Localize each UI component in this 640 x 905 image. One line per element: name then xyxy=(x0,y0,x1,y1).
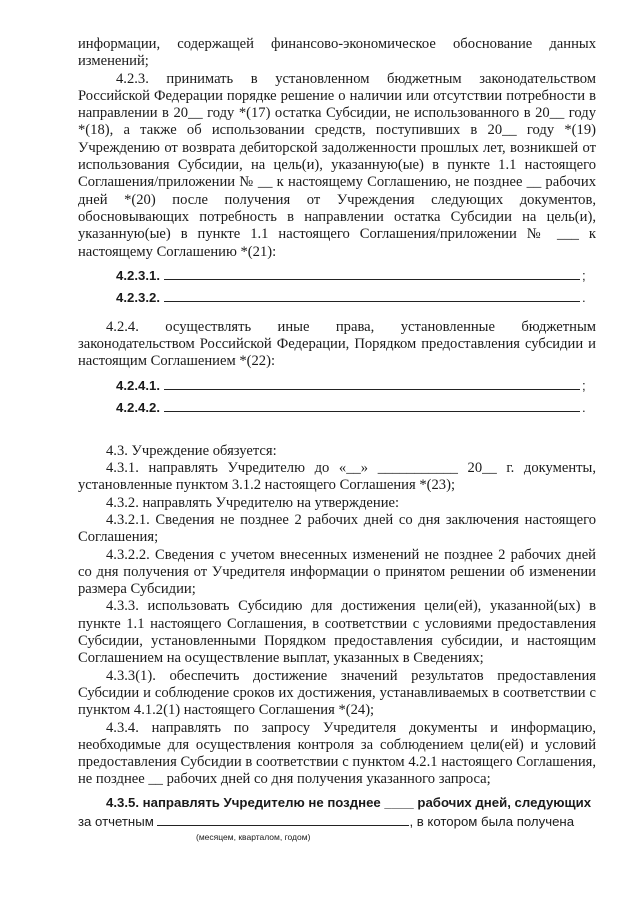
spacer xyxy=(78,305,596,319)
fill-line-4-2-3-2 xyxy=(78,283,596,305)
line-end-punct: . xyxy=(582,399,586,415)
clause-number: 4.2.3.2. xyxy=(116,289,160,305)
fill-line-4-2-4-2 xyxy=(78,393,596,415)
clause-4-3-2: 4.3.2. направлять Учредителю на утверждение: xyxy=(106,494,400,511)
blank-line xyxy=(164,399,580,412)
period-hint: (месяцем, кварталом, годом) xyxy=(196,831,311,842)
clause-4-3-5-tail: , в котором была получена xyxy=(409,813,575,829)
clause-number: 4.2.4.2. xyxy=(116,399,160,415)
line-end-punct: ; xyxy=(582,377,586,393)
clause-number: 4.2.3.1. xyxy=(116,267,160,283)
line-end-punct: . xyxy=(582,289,586,305)
clause-4-2-3: 4.2.3. принимать в установленном бюджетным законодательством Российской Федерации порядке решение о наличии или отсутствии потребности в направлении в 20__ году *(17) остатка Субсидии, не использованного в 20__ году *(18), а также об использовании средств, поступивших в 20__ году *(19) Учреждению от возврата дебиторской задолженности прошлых лет, возникшей от использования Субсидии, на цель(и), указанную(ые) в пункте 1.1 настоящего Соглашения/приложении № __ к настоящему Соглашению, не позднее __ рабочих дней *(20) после получения от Учреждения следующих документов, обосновывающих потребность в направлении остатка Субсидии на цель(и), указанную(ые) в пункте 1.1 настоящего Соглашения/приложении № ___ к настоящему Соглашению *(21): xyxy=(78,70,596,260)
line-end-punct: ; xyxy=(582,267,586,283)
clause-4-3-5-lead: 4.3.5. направлять Учредителю не позднее ____ рабочих дней, следующих xyxy=(106,794,592,810)
clause-4-3-3-1: 4.3.3(1). обеспечить достижение значений результатов предоставления Субсидии и соблюдение сроков их достижения, устанавливаемых в соответствии с пунктом 4.1.2(1) настоящего Соглашения *(24); xyxy=(78,667,596,719)
section-4-3-heading: 4.3. Учреждение обязуется: xyxy=(106,442,277,459)
clause-4-3-5 xyxy=(78,793,596,831)
clause-4-3-3: 4.3.3. использовать Субсидию для достижения цели(ей), указанной(ых) в пункте 1.1 настоящего Соглашения, в соответствии с условиями предоставления Субсидии, установленными Порядком предоставления субсидии, и настоящим Соглашением на осуществление выплат, указанных в Сведениях; xyxy=(78,598,596,667)
clause-4-3-4: 4.3.4. направлять по запросу Учредителя документы и информацию, необходимые для осуществления контроля за соблюдением цели(ей) и условий предоставления Субсидии в соответствии с пунктом 4.2.1 настоящего Соглашения, не позднее __ рабочих дней со дня получения указанного запроса; xyxy=(78,719,596,788)
paragraph-info-end: информации, содержащей финансово-экономическое обоснование данных изменений; xyxy=(78,36,596,70)
clause-4-3-2-2: 4.3.2.2. Сведения с учетом внесенных изменений не позднее 2 рабочих дней со дня получения от Учредителя информации о принятом решении об изменении размера Субсидии; xyxy=(78,546,596,598)
fill-line-4-2-4-1 xyxy=(78,371,596,393)
blank-line xyxy=(164,267,580,280)
fill-line-4-2-3-1 xyxy=(78,261,596,283)
clause-number: 4.2.4.1. xyxy=(116,377,160,393)
clause-4-3-1: 4.3.1. направлять Учредителю до «__» ___________ 20__ г. документы, установленные пунктом 3.1.2 настоящего Соглашения *(23); xyxy=(78,460,596,494)
clause-4-2-4: 4.2.4. осуществлять иные права, установленные бюджетным законодательством Российской Федерации, Порядком предоставления субсидии и настоящим Соглашением *(22): xyxy=(78,318,596,370)
spacer xyxy=(78,415,596,443)
clause-4-3-5-period: за отчетным xyxy=(78,813,154,829)
blank-line xyxy=(164,289,580,302)
blank-line xyxy=(157,814,409,826)
blank-line xyxy=(164,377,580,390)
clause-4-3-2-1: 4.3.2.1. Сведения не позднее 2 рабочих дней со дня заключения настоящего Соглашения; xyxy=(78,511,596,546)
